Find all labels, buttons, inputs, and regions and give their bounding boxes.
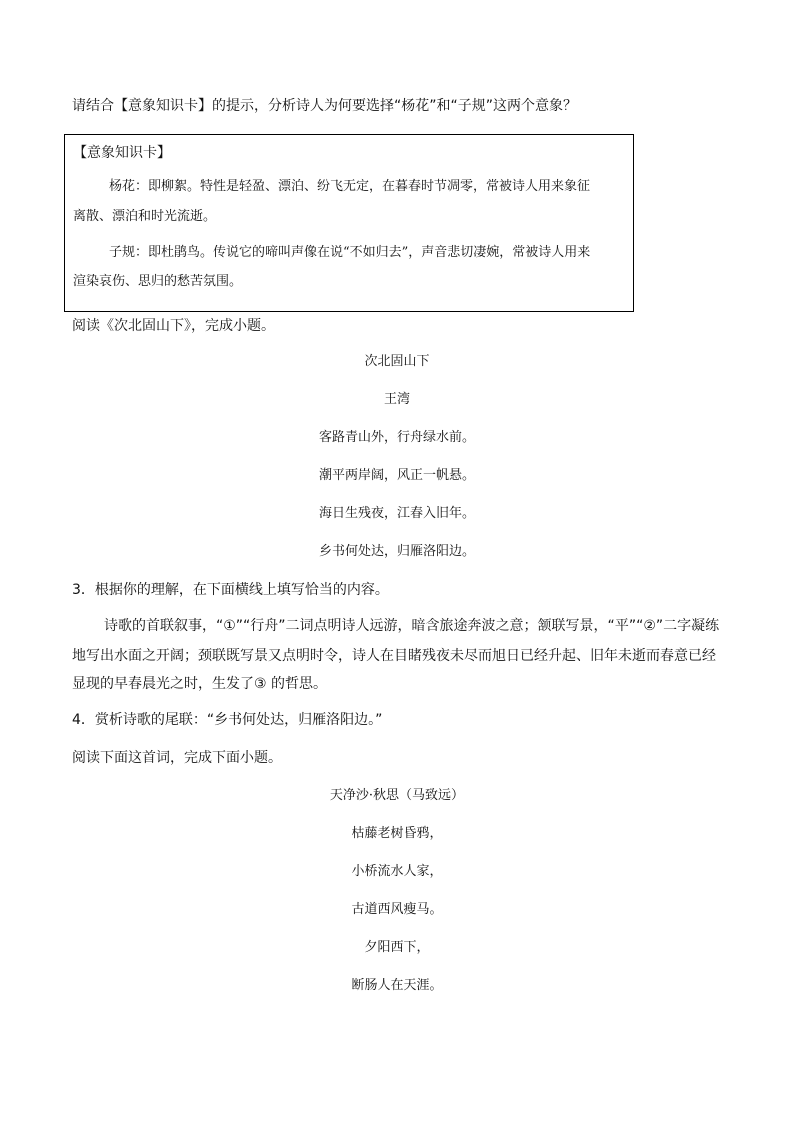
- knowledge-card: [64, 134, 634, 312]
- read-instruction-2: 阅读下面这首词，完成下面小题。: [72, 750, 282, 766]
- poem-1-line: 乡书何处达，归雁洛阳边。: [318, 544, 475, 559]
- question-intro: 请结合【意象知识卡】的提示，分析诗人为何要选择“杨花”和“子规”这两个意象？: [72, 98, 578, 114]
- poem-2-line: 古道西风瘦马。: [351, 902, 443, 917]
- poem-1-line: 海日生残夜，江春入旧年。: [318, 506, 475, 521]
- question-3-body-line: 地写出水面之开阔；颈联既写景又点明时令，诗人在目睹残夜未尽而旭日已经升起、旧年未逝而春意已经: [72, 648, 716, 664]
- knowledge-card-title: 【意象知识卡】: [73, 145, 171, 161]
- zigui-line-1: 子规：即杜鹃鸟。传说它的啼叫声像在说“不如归去”，声音悲切凄婉，常被诗人用来: [109, 245, 591, 260]
- poem-2-title: 天净沙·秋思（马致远）: [329, 788, 465, 803]
- poem-2-line: 枯藤老树昏鸦，: [351, 826, 443, 841]
- poem-2-line: 断肠人在天涯。: [351, 978, 443, 993]
- read-instruction-1: 阅读《次北固山下》，完成小题。: [72, 318, 275, 334]
- poem-1-line: 客路青山外，行舟绿水前。: [318, 430, 475, 445]
- question-3-prompt: 3．根据你的理解，在下面横线上填写恰当的内容。: [72, 582, 389, 598]
- poem-1-author: 王湾: [383, 392, 410, 407]
- question-4-prompt: 4．赏析诗歌的尾联：“乡书何处达，归雁洛阳边。”: [72, 712, 383, 728]
- zigui-line-2: 渲染哀伤、思归的愁苦氛围。: [73, 274, 243, 289]
- question-3-body-line: 显现的早春晨光之时，生发了③ 的哲思。: [72, 676, 327, 692]
- poem-2-line: 小桥流水人家，: [351, 864, 443, 879]
- poem-1-line: 潮平两岸阔，风正一帆悬。: [318, 468, 475, 483]
- poem-2-line: 夕阳西下，: [364, 940, 430, 955]
- yanghua-line-1: 杨花：即柳絮。特性是轻盈、漂泊、纷飞无定，在暮春时节凋零，常被诗人用来象征: [109, 179, 591, 194]
- question-3-body-line: 诗歌的首联叙事，“①”“行舟”二词点明诗人远游，暗含旅途奔波之意；颔联写景，“平”“②”二字凝练: [104, 618, 720, 634]
- yanghua-line-2: 离散、漂泊和时光流逝。: [73, 209, 217, 224]
- poem-1-title: 次北固山下: [364, 354, 430, 369]
